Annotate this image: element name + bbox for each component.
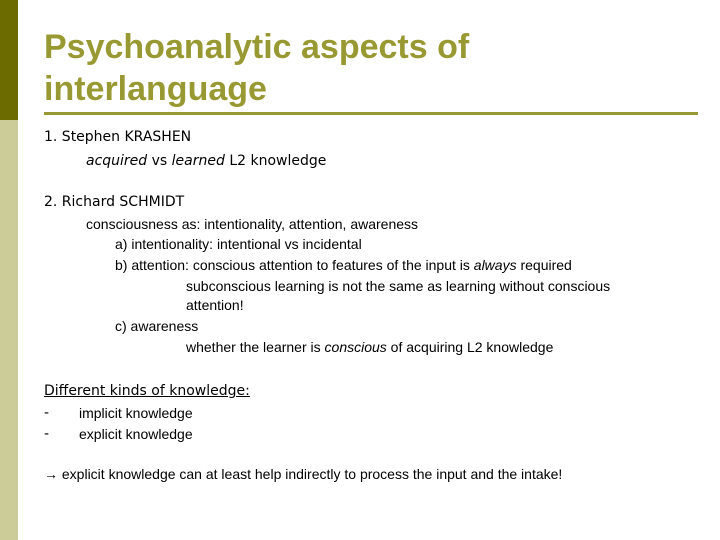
title-line-1: Psychoanalytic aspects of xyxy=(44,28,470,66)
knowledge-heading: Different kinds of knowledge: xyxy=(44,383,250,399)
item-c: c) awareness xyxy=(115,318,199,334)
title-line-2: interlanguage xyxy=(44,70,267,108)
item-b-sub-1: subconscious learning is not the same as learning without conscious xyxy=(186,278,611,294)
schmidt-heading: 2. Richard SCHMIDT xyxy=(44,194,185,210)
item-c-pre: whether the learner is xyxy=(186,339,325,355)
sidebar-accent-dark xyxy=(0,0,18,120)
sidebar-accent-light xyxy=(0,120,18,540)
item-c-post: of acquiring L2 knowledge xyxy=(386,339,554,355)
item-b-sub-2: attention! xyxy=(186,297,244,313)
item-a: a) intentionality: intentional vs incidental xyxy=(115,236,362,252)
item-b-pre: b) attention: conscious attention to features of the input is xyxy=(115,257,474,273)
page-title xyxy=(44,26,704,110)
krashen-subline xyxy=(86,152,326,170)
knowledge-item-2: explicit knowledge xyxy=(79,426,193,442)
vs-text: vs xyxy=(147,153,172,169)
item-c-sub xyxy=(186,338,553,356)
item-b-always: always xyxy=(473,257,517,273)
conclusion-line xyxy=(44,465,562,483)
item-b xyxy=(115,256,572,274)
acquired-term: acquired xyxy=(86,153,148,169)
l2-knowledge-text: L2 knowledge xyxy=(224,153,327,169)
knowledge-dash-2: - xyxy=(44,426,50,442)
knowledge-item-1: implicit knowledge xyxy=(79,405,193,421)
learned-term: learned xyxy=(171,153,225,169)
arrow-icon: → xyxy=(44,466,58,482)
knowledge-dash-1: - xyxy=(44,405,50,421)
conclusion-text: explicit knowledge can at least help indirectly to process the input and the intake! xyxy=(61,466,563,482)
consciousness-line: consciousness as: intentionality, attention, awareness xyxy=(86,216,419,232)
krashen-heading: 1. Stephen KRASHEN xyxy=(44,129,192,145)
item-b-post: required xyxy=(516,257,572,273)
item-c-conscious: conscious xyxy=(324,339,387,355)
title-divider xyxy=(44,112,698,115)
